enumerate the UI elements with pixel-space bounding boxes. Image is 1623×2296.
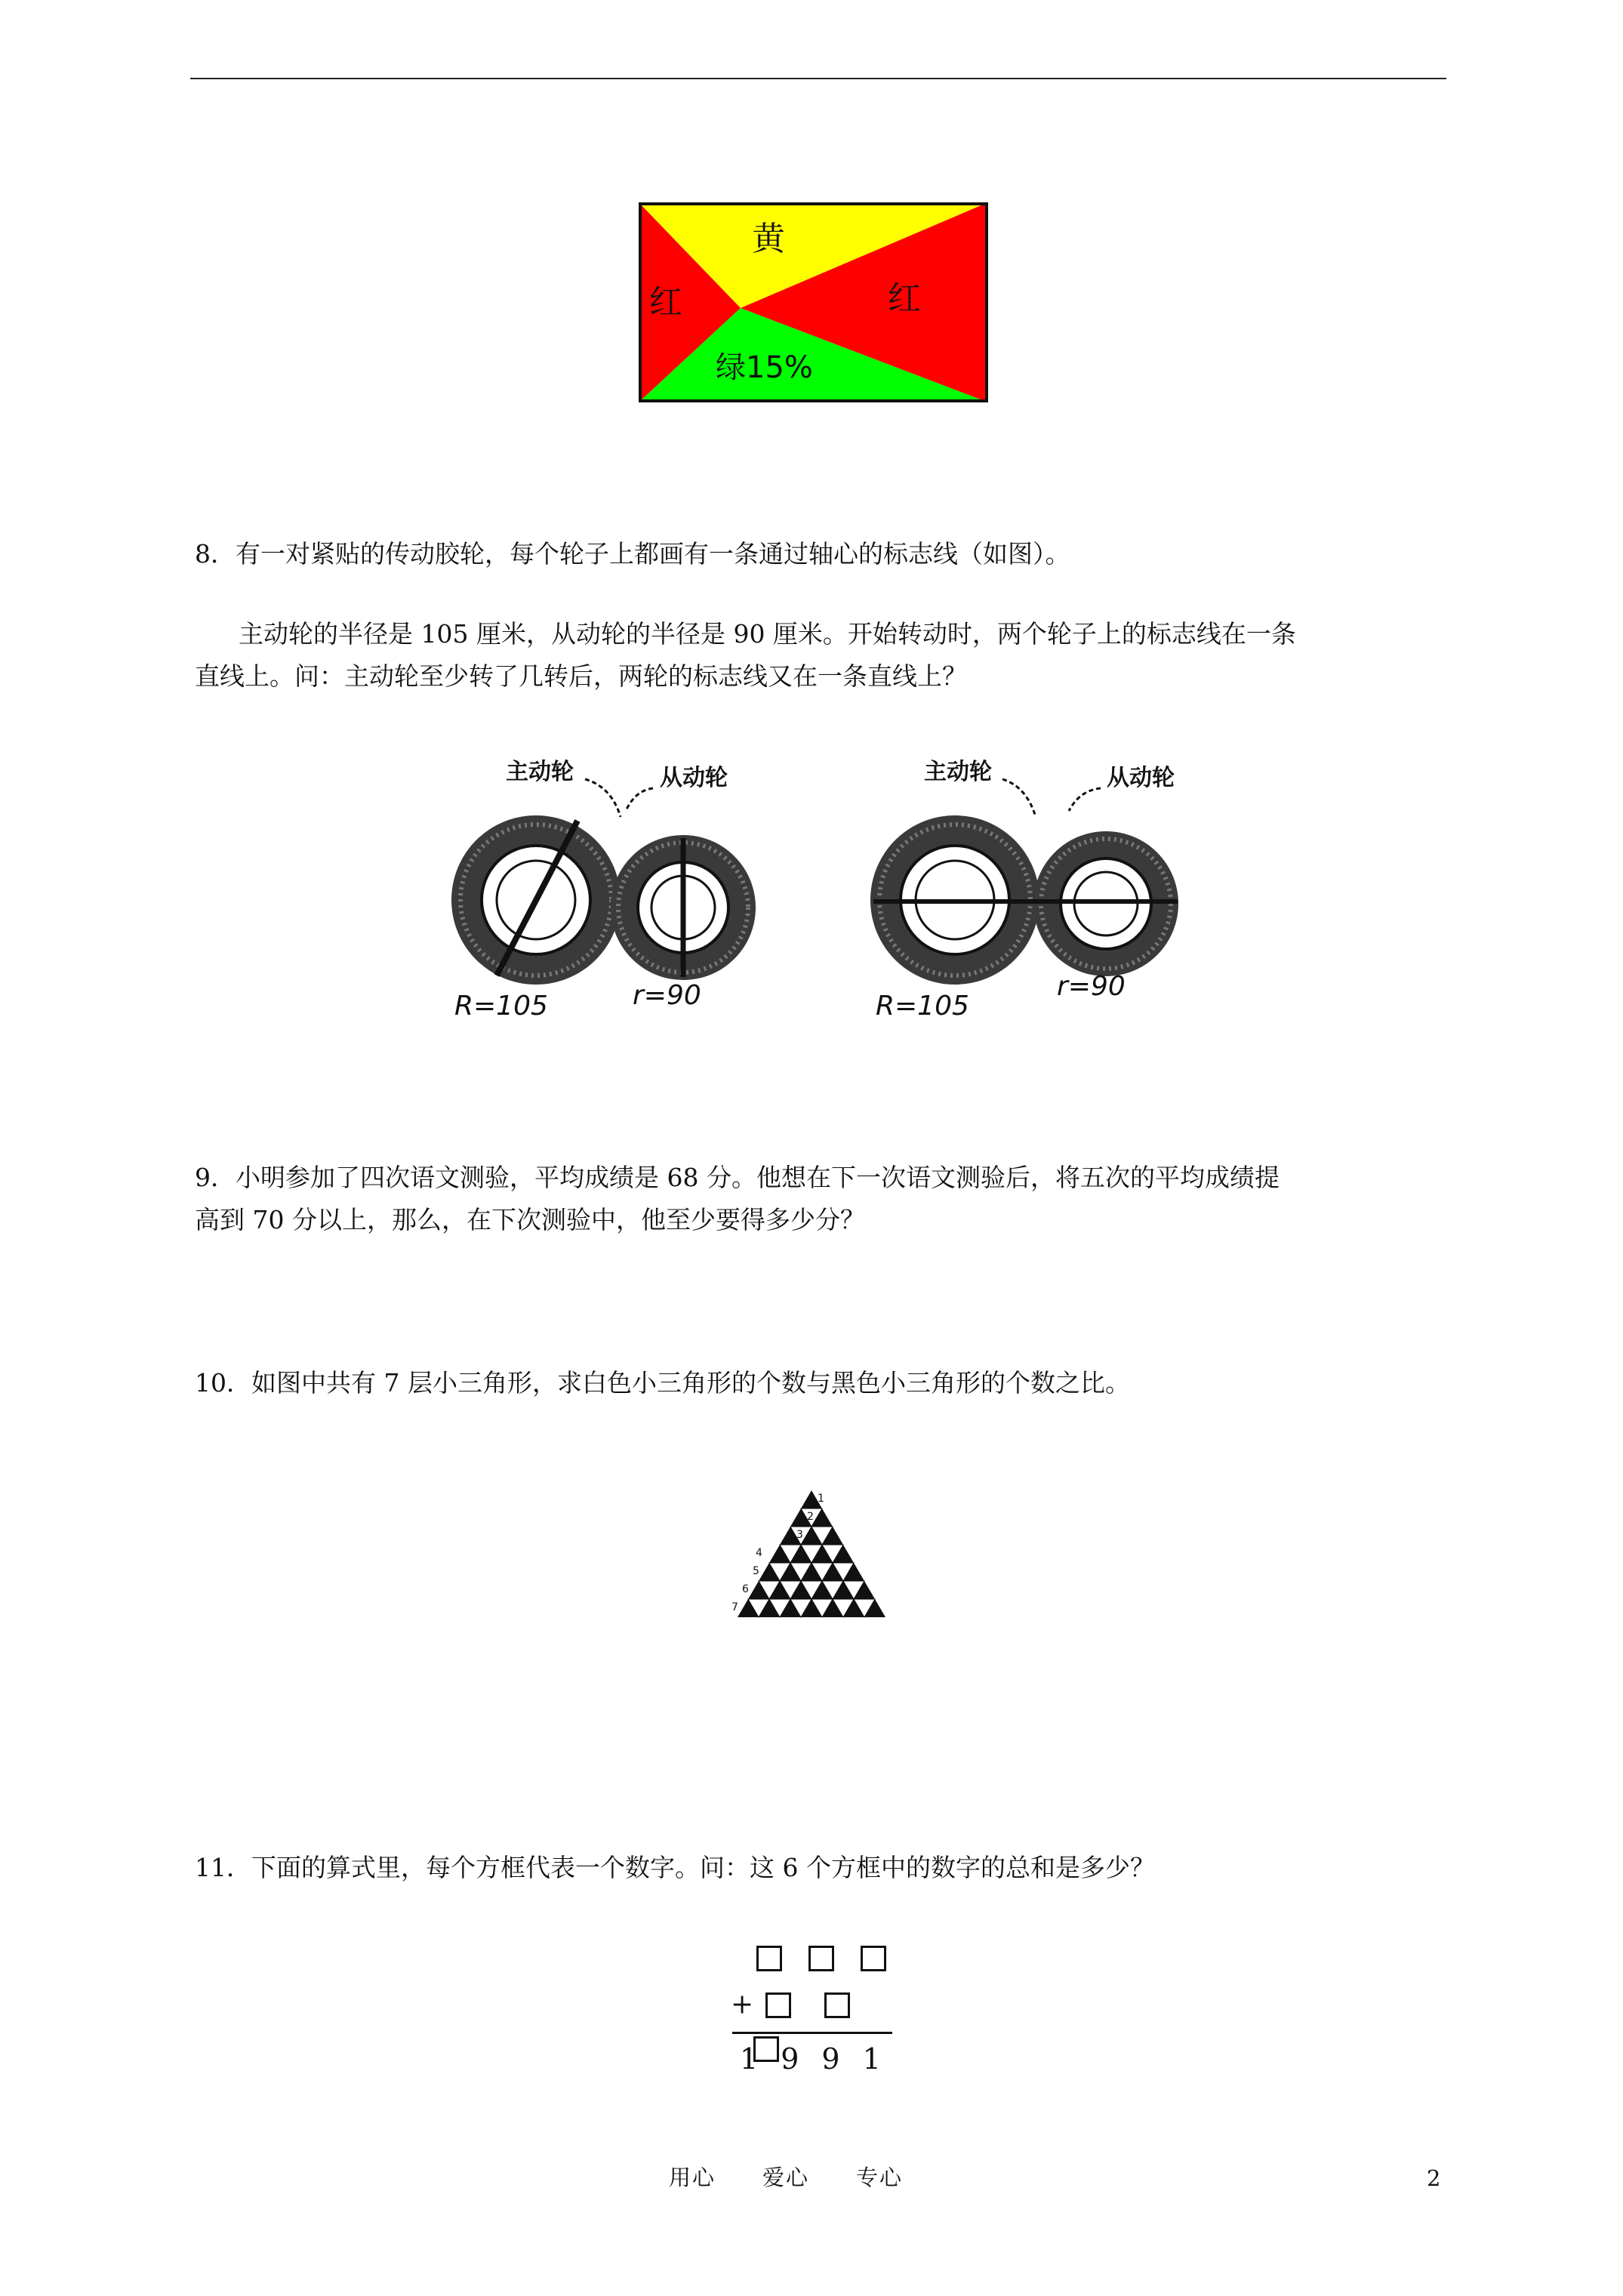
layer-label: 6 <box>742 1583 749 1595</box>
flag-figure <box>639 202 989 403</box>
driver-label: 主动轮 <box>506 759 574 785</box>
digit-box <box>765 1992 791 2018</box>
layer-label: 7 <box>731 1601 738 1613</box>
layer-label: 3 <box>796 1529 803 1541</box>
digit-box <box>808 1946 834 1971</box>
sum-digit: 1 <box>740 2042 759 2076</box>
plus-sign: + <box>731 1989 754 2020</box>
q9-line2: 高到 70 分以上，那么，在下次测验中，他至少要得多少分？ <box>195 1205 865 1234</box>
digit-box <box>756 1946 782 1971</box>
follower-label: 从动轮 <box>660 765 728 791</box>
q8-line2: 主动轮的半径是 105 厘米，从动轮的半径是 90 厘米。开始转动时，两个轮子上的标志线在一条 <box>239 619 1296 649</box>
wheels-pair-right <box>870 759 1178 1022</box>
footer-motto: 用心 爱心 专心 <box>669 2165 904 2190</box>
follower-wheel <box>611 835 756 980</box>
header-rule <box>190 78 1446 79</box>
layer-label: 4 <box>756 1547 762 1559</box>
q8-line1: 8．有一对紧贴的传动胶轮，每个轮子上都画有一条通过轴心的标志线（如图）。 <box>195 539 1070 569</box>
q10-line1: 10．如图中共有 7 层小三角形，求白色小三角形的个数与黑色小三角形的个数之比。 <box>195 1368 1130 1398</box>
q11-line1: 11．下面的算式里，每个方框代表一个数字。问：这 6 个方框中的数字的总和是多少？ <box>195 1853 1155 1882</box>
flag-label-top: 黄 <box>752 220 785 258</box>
follower-label: 从动轮 <box>1107 765 1175 791</box>
follower-radius-label: r=90 <box>633 980 701 1011</box>
addend-row-top <box>756 1946 886 1971</box>
driver-radius-label: R=105 <box>454 991 548 1022</box>
page-number: 2 <box>1427 2165 1441 2191</box>
driver-radius-label: R=105 <box>876 991 969 1022</box>
layer-label: 1 <box>818 1493 824 1505</box>
q8-line3: 直线上。问：主动轮至少转了几转后，两轮的标志线又在一条直线上？ <box>195 661 967 691</box>
sum-digit: 9 <box>781 2042 799 2076</box>
wheels-pair-left <box>451 759 756 1022</box>
layer-label: 2 <box>807 1511 814 1523</box>
sum-digit: 1 <box>862 2042 881 2076</box>
flag-label-right: 红 <box>888 279 921 318</box>
sum-rule <box>732 2032 892 2034</box>
q9-line1: 9．小明参加了四次语文测验，平均成绩是 68 分。他想在下一次语文测验后，将五次的平均成绩提 <box>195 1163 1280 1192</box>
driver-wheel <box>451 815 621 985</box>
digit-box <box>861 1946 886 1971</box>
wheels-figure <box>423 749 1223 1028</box>
layer-label: 5 <box>753 1565 759 1577</box>
driver-label: 主动轮 <box>924 759 992 785</box>
addition-figure <box>731 1937 901 2088</box>
follower-radius-label: r=90 <box>1057 971 1126 1002</box>
sum-digit: 9 <box>821 2042 840 2076</box>
triangle-figure <box>728 1486 895 1629</box>
flag-label-left: 红 <box>649 283 682 322</box>
digit-box <box>824 1992 850 2018</box>
flag-label-bottom: 绿15% <box>716 350 813 385</box>
sum-result <box>740 2042 881 2076</box>
